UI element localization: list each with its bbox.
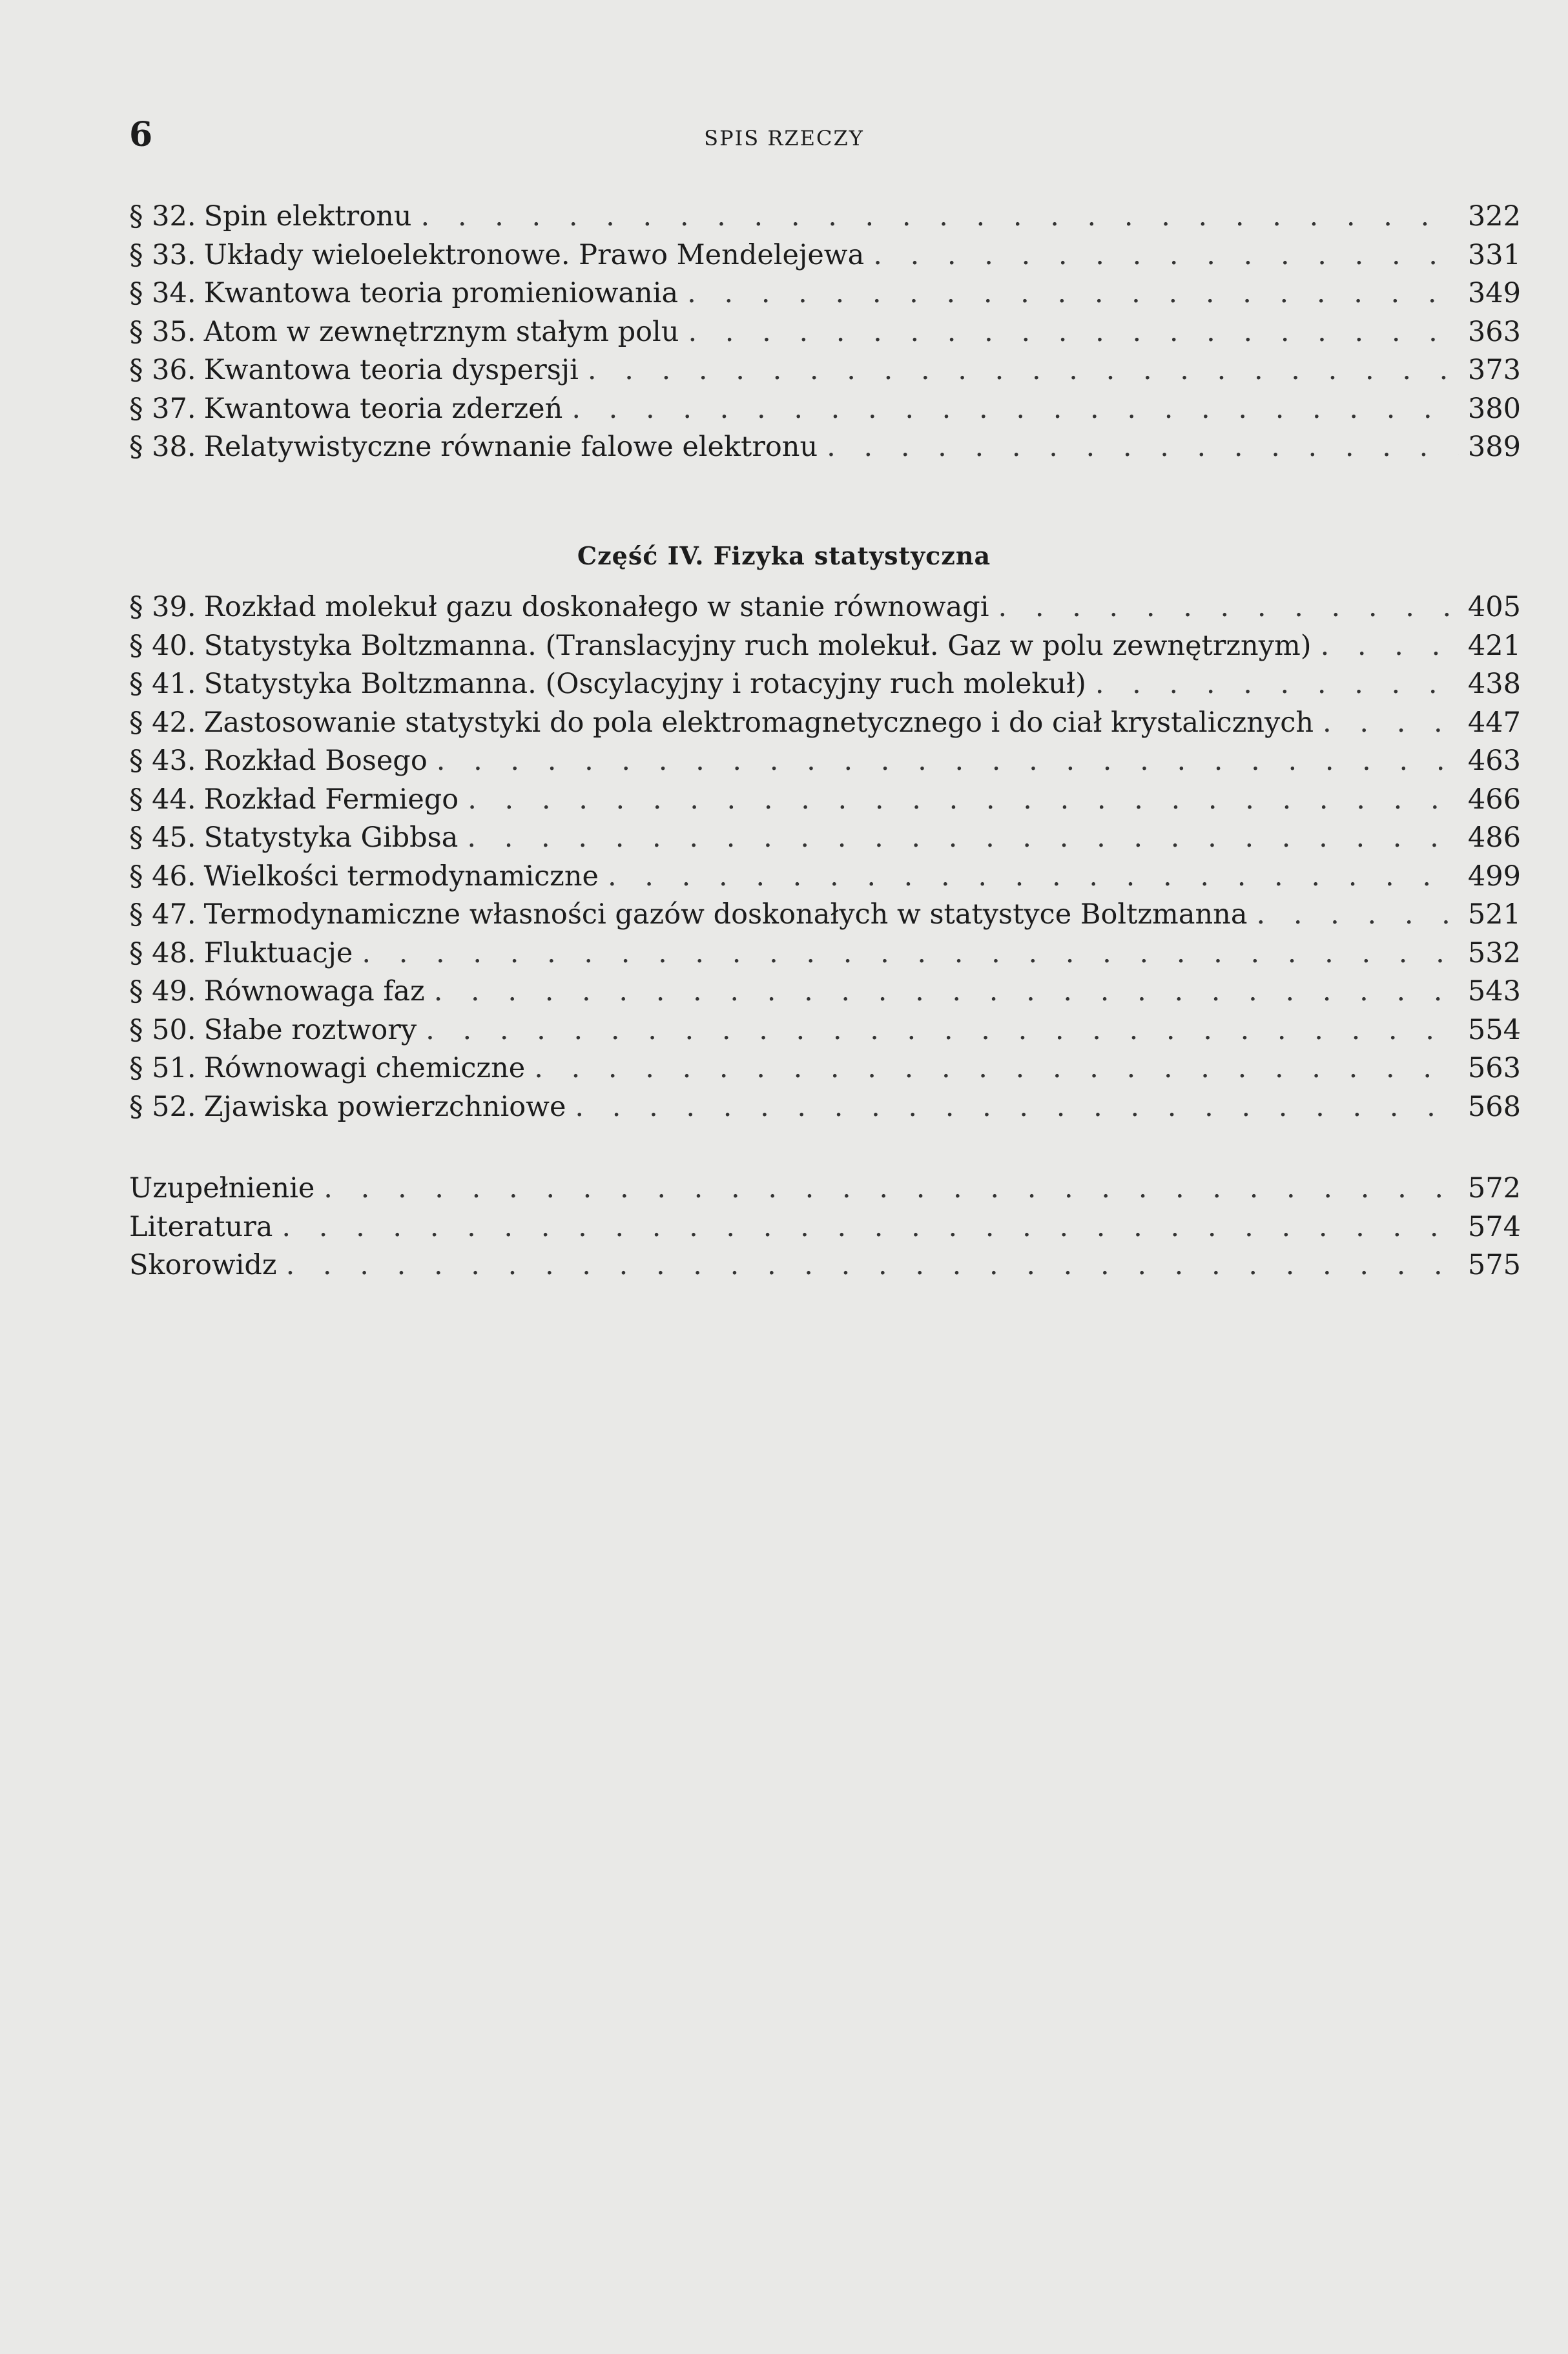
entry-page: 466 bbox=[1467, 783, 1521, 816]
entry-page: 568 bbox=[1467, 1090, 1521, 1123]
entry-title: Równowaga faz bbox=[203, 975, 425, 1007]
entry-title: Rozkład molekuł gazu doskonałego w stanie równowagi bbox=[203, 591, 989, 623]
entry-page: 572 bbox=[1467, 1172, 1521, 1204]
entry-title: Równowagi chemiczne bbox=[203, 1052, 526, 1084]
dot-leader bbox=[282, 1211, 1459, 1243]
section-symbol: § bbox=[129, 238, 143, 271]
entry-number: 44. bbox=[152, 783, 196, 816]
dot-leader bbox=[534, 1052, 1459, 1084]
toc-part4 bbox=[129, 591, 1521, 1129]
entry-title: Statystyka Boltzmanna. (Oscylacyjny i rotacyjny ruch molekuł) bbox=[203, 668, 1086, 700]
entry-page: 447 bbox=[1467, 706, 1521, 739]
entry-page: 373 bbox=[1467, 354, 1521, 386]
entry-number: 40. bbox=[152, 629, 196, 662]
entry-page: 575 bbox=[1467, 1249, 1521, 1281]
dot-leader bbox=[572, 393, 1459, 425]
toc-entry bbox=[129, 898, 1521, 937]
toc-entry bbox=[129, 1211, 1521, 1250]
toc-entry bbox=[129, 277, 1521, 316]
entry-number: 48. bbox=[152, 936, 196, 969]
section-symbol: § bbox=[129, 1013, 143, 1046]
section-symbol: § bbox=[129, 783, 143, 816]
section-symbol: § bbox=[129, 936, 143, 969]
entry-page: 331 bbox=[1467, 238, 1521, 271]
entry-page: 486 bbox=[1467, 821, 1521, 854]
entry-title: Skorowidz bbox=[129, 1249, 277, 1281]
entry-title: Układy wieloelektronowe. Prawo Mendelejewa bbox=[203, 238, 865, 271]
section-symbol: § bbox=[129, 354, 143, 386]
entry-title: Relatywistyczne równanie falowe elektronu bbox=[203, 431, 818, 463]
entry-number: 51. bbox=[152, 1052, 196, 1084]
entry-number: 42. bbox=[152, 706, 196, 739]
entry-title: Wielkości termodynamiczne bbox=[203, 860, 599, 893]
entry-number: 41. bbox=[152, 668, 196, 700]
dot-leader bbox=[362, 937, 1459, 969]
section-symbol: § bbox=[129, 200, 143, 232]
entry-title: Rozkład Fermiego bbox=[203, 783, 459, 816]
entry-number: 33. bbox=[152, 238, 196, 271]
entry-title: Zastosowanie statystyki do pola elektromagnetycznego i do ciał krystalicznych bbox=[203, 706, 1314, 739]
entry-page: 499 bbox=[1467, 860, 1521, 893]
part-heading: Część IV. Fizyka statystyczna bbox=[577, 541, 991, 570]
dot-leader bbox=[873, 239, 1459, 271]
entry-title: Uzupełnienie bbox=[129, 1172, 315, 1204]
toc-entry bbox=[129, 431, 1521, 470]
dot-leader bbox=[467, 821, 1459, 854]
entry-number: 45. bbox=[152, 821, 196, 854]
dot-leader bbox=[1323, 707, 1459, 739]
entry-page: 532 bbox=[1467, 936, 1521, 969]
dot-leader bbox=[827, 431, 1459, 463]
toc-entry bbox=[129, 860, 1521, 899]
entry-page: 438 bbox=[1467, 668, 1521, 700]
entry-title: Statystyka Gibbsa bbox=[203, 821, 459, 854]
entry-page: 389 bbox=[1467, 431, 1521, 463]
toc-entry bbox=[129, 393, 1521, 431]
entry-page: 380 bbox=[1467, 392, 1521, 425]
dot-leader bbox=[468, 783, 1459, 816]
entry-title: Fluktuacje bbox=[203, 936, 353, 969]
entry-title: Kwantowa teoria dyspersji bbox=[203, 354, 579, 386]
entry-number: 32. bbox=[152, 200, 196, 232]
section-symbol: § bbox=[129, 745, 143, 777]
entry-number: 34. bbox=[152, 277, 196, 309]
dot-leader bbox=[324, 1172, 1459, 1204]
toc-entry bbox=[129, 200, 1521, 239]
entry-page: 554 bbox=[1467, 1013, 1521, 1046]
entry-number: 47. bbox=[152, 898, 196, 931]
entry-number: 39. bbox=[152, 591, 196, 623]
section-symbol: § bbox=[129, 1090, 143, 1123]
entry-title: Zjawiska powierzchniowe bbox=[203, 1090, 566, 1123]
toc-entry bbox=[129, 707, 1521, 745]
entry-page: 421 bbox=[1467, 629, 1521, 662]
toc-entry bbox=[129, 975, 1521, 1014]
toc-entry bbox=[129, 1249, 1521, 1288]
section-symbol: § bbox=[129, 668, 143, 700]
entry-title: Literatura bbox=[129, 1210, 273, 1243]
entry-title: Atom w zewnętrznym stałym polu bbox=[203, 315, 679, 348]
section-symbol: § bbox=[129, 277, 143, 309]
toc-entry bbox=[129, 745, 1521, 783]
dot-leader bbox=[688, 316, 1458, 348]
section-symbol: § bbox=[129, 392, 143, 425]
entry-number: 37. bbox=[152, 392, 196, 425]
entry-number: 35. bbox=[152, 315, 196, 348]
toc-entry bbox=[129, 783, 1521, 822]
toc-entry bbox=[129, 821, 1521, 860]
toc-entry bbox=[129, 1052, 1521, 1091]
toc-entry bbox=[129, 591, 1521, 630]
dot-leader bbox=[998, 591, 1459, 623]
section-symbol: § bbox=[129, 629, 143, 662]
entry-page: 543 bbox=[1467, 975, 1521, 1007]
entry-number: 52. bbox=[152, 1090, 196, 1123]
entry-number: 46. bbox=[152, 860, 196, 893]
toc-entry bbox=[129, 316, 1521, 355]
dot-leader bbox=[575, 1091, 1459, 1123]
entry-page: 405 bbox=[1467, 591, 1521, 623]
dot-leader bbox=[426, 1014, 1459, 1046]
toc-entry bbox=[129, 1091, 1521, 1130]
section-symbol: § bbox=[129, 706, 143, 739]
dot-leader bbox=[1321, 630, 1459, 662]
toc-entry bbox=[129, 354, 1521, 393]
section-symbol: § bbox=[129, 898, 143, 931]
section-symbol: § bbox=[129, 1052, 143, 1084]
entry-page: 322 bbox=[1467, 200, 1521, 232]
entry-title: Kwantowa teoria zderzeń bbox=[203, 392, 563, 425]
page-number: 6 bbox=[129, 115, 153, 154]
entry-page: 349 bbox=[1467, 277, 1521, 309]
entry-number: 49. bbox=[152, 975, 196, 1007]
dot-leader bbox=[420, 200, 1458, 232]
dot-leader bbox=[1095, 668, 1459, 700]
entry-number: 50. bbox=[152, 1013, 196, 1046]
entry-number: 43. bbox=[152, 745, 196, 777]
entry-page: 574 bbox=[1467, 1210, 1521, 1243]
toc-entry bbox=[129, 937, 1521, 976]
dot-leader bbox=[437, 745, 1459, 777]
entry-page: 363 bbox=[1467, 315, 1521, 348]
entry-number: 36. bbox=[152, 354, 196, 386]
section-symbol: § bbox=[129, 431, 143, 463]
toc-entry bbox=[129, 1014, 1521, 1053]
toc-entry bbox=[129, 630, 1521, 668]
entry-title: Rozkład Bosego bbox=[203, 745, 428, 777]
section-symbol: § bbox=[129, 591, 143, 623]
entry-title: Statystyka Boltzmanna. (Translacyjny ruch molekuł. Gaz w polu zewnętrznym) bbox=[203, 629, 1312, 662]
entry-page: 521 bbox=[1467, 898, 1521, 931]
section-symbol: § bbox=[129, 975, 143, 1007]
toc-entry bbox=[129, 668, 1521, 707]
dot-leader bbox=[588, 354, 1459, 386]
toc-back-matter bbox=[129, 1172, 1521, 1288]
running-title: SPIS RZECZY bbox=[704, 126, 864, 150]
section-symbol: § bbox=[129, 315, 143, 348]
entry-page: 463 bbox=[1467, 745, 1521, 777]
dot-leader bbox=[1257, 898, 1459, 931]
entry-title: Spin elektronu bbox=[203, 200, 412, 232]
section-symbol: § bbox=[129, 821, 143, 854]
toc-part3-tail bbox=[129, 200, 1521, 470]
dot-leader bbox=[687, 277, 1459, 309]
entry-title: Słabe roztwory bbox=[203, 1013, 417, 1046]
toc-entry bbox=[129, 1172, 1521, 1211]
entry-number: 38. bbox=[152, 431, 196, 463]
section-symbol: § bbox=[129, 860, 143, 893]
entry-page: 563 bbox=[1467, 1052, 1521, 1084]
entry-title: Kwantowa teoria promieniowania bbox=[203, 277, 679, 309]
entry-title: Termodynamiczne własności gazów doskonałych w statystyce Boltzmanna bbox=[203, 898, 1248, 931]
dot-leader bbox=[286, 1249, 1459, 1281]
dot-leader bbox=[608, 860, 1459, 893]
toc-entry bbox=[129, 239, 1521, 278]
dot-leader bbox=[434, 975, 1459, 1007]
